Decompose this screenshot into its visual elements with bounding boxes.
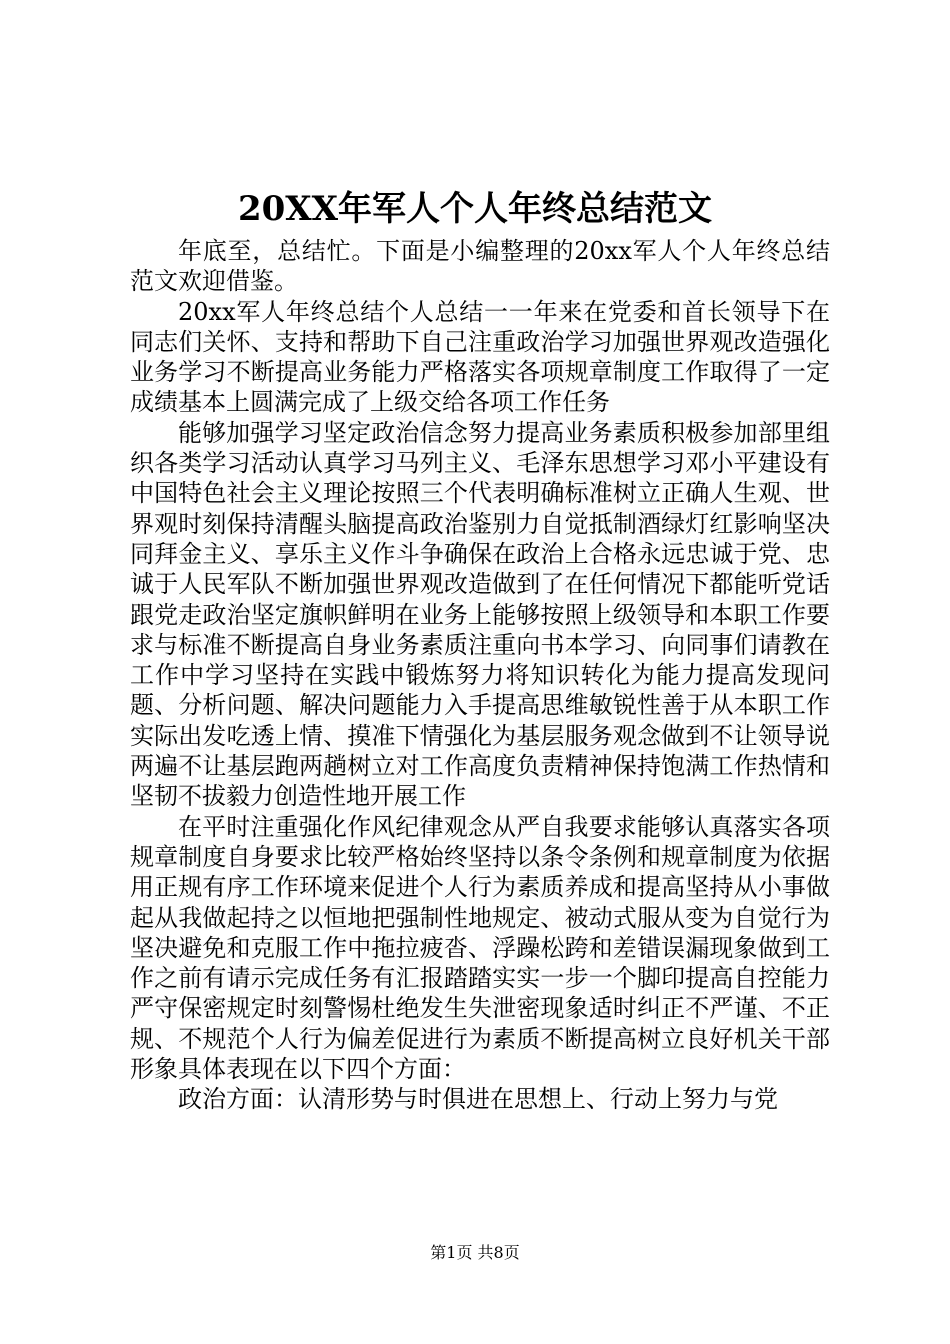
paragraph-study: 能够加强学习坚定政治信念努力提高业务素质积极参加部里组织各类学习活动认真学习马列主义、毛泽东思想学习邓小平建设有中国特色社会主义理论按照三个代表明确标准树立正确人生观、世界观时刻保持清醒头脑提高政治鉴别力自觉抵制酒绿灯红影响坚决同拜金主义、享乐主义作斗争确保在政治上合格永远忠诚于党、忠诚于人民军队不断加强世界观改造做到了在任何情况下都能听党话跟党走政治坚定旗帜鲜明在业务上能够按照上级领导和本职工作要求与标准不断提高自身业务素质注重向书本学习、向同事们请教在工作中学习坚持在实践中锻炼努力将知识转化为能力提高发现问题、分析问题、解决问题能力入手提高思维敏锐性善于从本职工作实际出发吃透上情、摸准下情强化为基层服务观念做到不让领导说两遍不让基层跑两趟树立对工作高度负责精神保持饱满工作热情和坚韧不拔毅力创造性地开展工作 xyxy=(130,418,830,811)
document-title: 20XX年军人个人年终总结范文 xyxy=(237,189,713,229)
paragraph-intro: 年底至，总结忙。下面是小编整理的20xx军人个人年终总结范文欢迎借鉴。 xyxy=(130,237,830,296)
paragraph-summary: 20xx军人年终总结个人总结一一年来在党委和首长领导下在同志们关怀、支持和帮助下自己注重政治学习加强世界观改造强化业务学习不断提高业务能力严格落实各项规章制度工作取得了一定成绩基本上圆满完成了上级交给各项工作任务 xyxy=(130,297,830,417)
paragraph-discipline: 在平时注重强化作风纪律观念从严自我要求能够认真落实各项规章制度自身要求比较严格始终坚持以条令条例和规章制度为依据用正规有序工作环境来促进个人行为素质养成和提高坚持从小事做起从我做起持之以恒地把强制性地规定、被动式服从变为自觉行为坚决避免和克服工作中拖拉疲沓、浮躁松跨和差错误漏现象做到工作之前有请示完成任务有汇报踏踏实实一步一个脚印提高自控能力严守保密规定时刻警惕杜绝发生失泄密现象适时纠正不严谨、不正规、不规范个人行为偏差促进行为素质不断提高树立良好机关干部形象具体表现在以下四个方面： xyxy=(130,812,830,1084)
page-number-footer: 第1页 共8页 xyxy=(430,1243,520,1262)
paragraph-political: 政治方面：认清形势与时俱进在思想上、行动上努力与党 xyxy=(178,1085,778,1114)
document-body xyxy=(130,236,830,1115)
